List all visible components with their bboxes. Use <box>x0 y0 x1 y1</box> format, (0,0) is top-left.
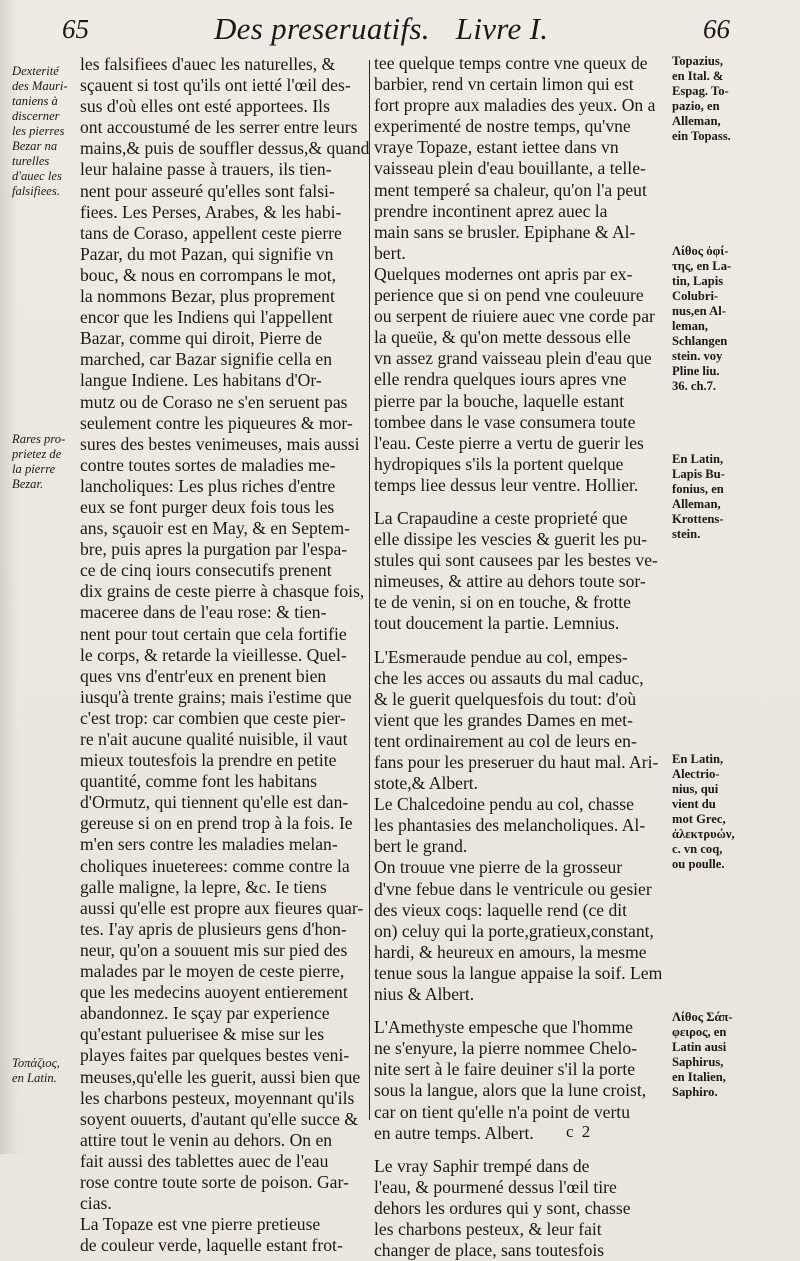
text-line: elle dissipe les vescies & guerit les pu- <box>374 529 648 550</box>
margin-note <box>672 452 725 542</box>
text-line: bouc, & nous en corrompans le mot, <box>80 264 337 285</box>
margin-note-line: en Latin. <box>12 1071 57 1085</box>
text-line: playes faites par quelques bestes veni- <box>80 1045 350 1066</box>
text-line <box>374 635 670 647</box>
text-line: ne s'enyure, la pierre nommee Chelo- <box>374 1038 638 1059</box>
text-line: La Crapaudine a ceste proprieté que <box>374 507 628 528</box>
margin-note-line: της, en La- <box>672 259 732 273</box>
text-line: on) celuy qui la porte,gratieux,constant, <box>374 920 654 941</box>
text-line: fiees. Les Perses, Arabes, & les habi- <box>80 201 342 222</box>
text-line: te de venin, si on en touche, & frotte <box>374 592 631 613</box>
text-line: cias. <box>80 1193 112 1214</box>
margin-note <box>672 244 731 394</box>
text-line: l'eau, & pourmené dessus l'œil tire <box>374 1176 617 1197</box>
text-line: barbier, rend vn certain limon qui est <box>374 74 634 95</box>
margin-note-line: Bezar. <box>12 477 44 491</box>
margin-note-line: en Italien, <box>672 1070 726 1084</box>
margin-note-line: Rares pro- <box>12 432 66 446</box>
text-line: de couleur verde, laquelle estant frot- <box>80 1235 343 1256</box>
margin-note <box>672 752 735 872</box>
margin-note <box>672 54 731 144</box>
text-line: tent ordinairement au col de leurs en- <box>374 730 637 751</box>
margin-note-line: mot Grec, <box>672 812 726 826</box>
text-line: tombee dans le vase consumera toute <box>374 411 636 432</box>
text-line: contre toutes sortes de maladies me- <box>80 454 336 475</box>
margin-note-line: c. vn coq, <box>672 842 723 856</box>
text-line: c'est trop: car combien que ceste pier- <box>80 707 346 728</box>
text-line: fait aussi des tablettes auec de l'eau <box>80 1150 329 1171</box>
text-line: les charbons pesteux, & leur fait <box>374 1218 602 1239</box>
margin-note-line: pazio, en <box>672 99 720 113</box>
margin-note-line: ein Topass. <box>672 129 731 143</box>
margin-note-line: Topazius, <box>672 54 723 68</box>
margin-note-line: Krottens- <box>672 512 724 526</box>
text-line: elle rendra quelques iours apres vne <box>374 369 627 390</box>
text-line: sures des bestes venimeuses, mais aussi <box>80 433 360 454</box>
page-header <box>0 6 800 50</box>
margin-note-line: des Mauri- <box>12 79 68 93</box>
text-line: bert. <box>374 242 406 263</box>
right-page-number: 66 <box>703 14 730 44</box>
text-line: car on tient qu'elle n'a point de vertu <box>374 1101 630 1122</box>
text-line: mutz ou de Coraso ne s'en seruent pas <box>80 391 348 412</box>
margin-note-line: vient du <box>672 797 716 811</box>
text-line: sous la langue, alors que la lune croist, <box>374 1080 647 1101</box>
text-line: prendre incontinent aprez auec la <box>374 200 608 221</box>
left-text-column <box>80 54 370 1256</box>
column-divider <box>369 60 370 1120</box>
margin-note-line: turelles <box>12 154 50 168</box>
running-title-text: Des preseruatifs. <box>214 11 430 46</box>
text-line: Bazar, comme qui diroit, Pierre de <box>80 328 323 349</box>
text-line <box>374 1005 670 1017</box>
text-line: tans de Coraso, appellent ceste pierre <box>80 222 342 243</box>
text-line: tes. I'ay apris de plusieurs gens d'hon- <box>80 918 347 939</box>
margin-note <box>672 1010 733 1100</box>
signature-mark: c 2 <box>566 1122 593 1141</box>
text-line: L'Amethyste empesche que l'homme <box>374 1017 633 1038</box>
text-line: bert le grand. <box>374 836 468 857</box>
text-line: la queüe, & qu'on mette dessous elle <box>374 327 631 348</box>
text-line: changer de place, sans toutesfois <box>374 1240 605 1261</box>
text-line: rose contre toute sorte de poison. Gar- <box>80 1171 349 1192</box>
margin-note-line: φειρος, en <box>672 1025 727 1039</box>
margin-note-line: la pierre <box>12 462 56 476</box>
margin-note-line: ou poulle. <box>672 857 725 871</box>
text-line: marched, car Bazar signifie cella en <box>80 349 333 370</box>
text-line: dehors les ordures qui y sont, chasse <box>374 1197 631 1218</box>
text-line: fort propre aux maladies des yeux. On a <box>374 95 656 116</box>
text-line: le corps, & retarde la vieillesse. Quel- <box>80 644 347 665</box>
text-line: gereuse si on en prend trop à la fois. Ie <box>80 813 353 834</box>
text-line: Le vray Saphir trempé dans de <box>374 1155 590 1176</box>
running-title-book: Livre I. <box>455 11 549 46</box>
text-line: seulement contre les piqueures & mor- <box>80 412 353 433</box>
text-line: tout doucement la partie. Lemnius. <box>374 613 620 634</box>
margin-note-line: En Latin, <box>672 452 724 466</box>
text-line: iusqu'à trente grains; mais i'estime que <box>80 686 352 707</box>
text-line: nite sert à le faire deuiner s'il la porte <box>374 1059 636 1080</box>
margin-note-line: Schlangen <box>672 334 728 348</box>
margin-note-line: Espag. To- <box>672 84 729 98</box>
text-line: d'vne febue dans le ventricule ou gesier <box>374 878 652 899</box>
text-line: attire tout le venin au dehors. On en <box>80 1129 333 1150</box>
margin-note-line: Saphiro. <box>672 1085 718 1099</box>
text-line: d'Ormutz, qui tiennent qu'elle est dan- <box>80 792 349 813</box>
margin-note-line: Lapis Bu- <box>672 467 725 481</box>
margin-note <box>12 1056 60 1086</box>
margin-note-line: nus,en Al- <box>672 304 726 318</box>
text-line: ont accoustumé de les serrer entre leurs <box>80 117 358 138</box>
margin-note-line: en Ital. & <box>672 69 724 83</box>
margin-note-line: Alleman, <box>672 114 721 128</box>
margin-note-line: ἀλεκτρυών, <box>672 827 735 841</box>
text-line: Pazar, du mot Pazan, qui signifie vn <box>80 243 334 264</box>
text-line: que les medecins auoyent entierement <box>80 982 348 1003</box>
margin-note-line: Alectrio- <box>672 767 720 781</box>
text-line: temps liee dessus leur ventre. Hollier. <box>374 474 639 495</box>
text-line: vn assez grand vaisseau plein d'eau que <box>374 348 652 369</box>
text-line: langue Indiene. Les habitans d'Or- <box>80 370 322 391</box>
margin-note-line: nius, qui <box>672 782 719 796</box>
text-line: les falsifiees d'auec les naturelles, & <box>80 54 336 74</box>
text-line: hardi, & heureux en amours, la mesme <box>374 941 647 962</box>
text-line: nent pour asseuré qu'elles sont falsi- <box>80 180 335 201</box>
margin-note-line: Λίθος ὀφί- <box>672 244 729 258</box>
text-line: quantité, comme font les habitans <box>80 771 317 792</box>
text-line: la nommons Bezar, plus proprement <box>80 286 335 307</box>
text-line: mieux toutesfois la prendre en petite <box>80 750 337 771</box>
margin-note-line: Λίθος Σάπ- <box>672 1010 733 1024</box>
text-line: lancholiques: Les plus riches d'entre <box>80 475 336 496</box>
text-line: dix grains de ceste pierre à chasque fois, <box>80 581 365 602</box>
text-line: leur halaine passe à trauers, ils tien- <box>80 159 332 180</box>
margin-note-line: Bezar na <box>12 139 58 153</box>
text-line: pierre par la bouche, laquelle estant <box>374 390 625 411</box>
text-line: des vieux coqs: laquelle rend (ce dit <box>374 899 628 920</box>
text-line: tee quelque temps contre vne queux de <box>374 53 648 73</box>
text-line: mains,& puis de souffler dessus,& quand <box>80 138 370 159</box>
text-line: les phantasies des melancholiques. Al- <box>374 815 646 836</box>
margin-note-line: Colubri- <box>672 289 719 303</box>
text-line: On trouue vne pierre de la grosseur <box>374 857 623 878</box>
text-line: ans, sçauoir est en May, & en Septem- <box>80 518 351 539</box>
text-line: main sans se brusler. Epiphane & Al- <box>374 221 636 242</box>
text-line: maceree dans de l'eau rose: & tien- <box>80 602 327 623</box>
text-line: soyent ouuerts, d'autant qu'elle succe & <box>80 1108 358 1129</box>
text-line: L'Esmeraude pendue au col, empes- <box>374 646 628 667</box>
right-text-column <box>374 53 670 1261</box>
text-line: l'eau. Ceste pierre a vertu de guerir les <box>374 432 644 453</box>
text-line: qu'estant puluerisee & mise sur les <box>80 1024 325 1045</box>
margin-note <box>12 64 68 199</box>
margin-note-line: stein. voy <box>672 349 723 363</box>
text-line: nent pour tout certain que cela fortifie <box>80 623 347 644</box>
margin-note-line: 36. ch.7. <box>672 379 717 393</box>
text-line: stote,& Albert. <box>374 773 479 794</box>
text-line: sus d'où elles ont esté apportees. Ils <box>80 96 330 117</box>
text-line: & le guerit quelquesfois du tout: d'où <box>374 688 637 709</box>
margin-note-line: Τοπάζιος, <box>12 1056 60 1070</box>
text-line: Le Chalcedoine pendu au col, chasse <box>374 794 634 815</box>
text-line <box>374 496 670 508</box>
margin-note-line: Latin ausi <box>672 1040 727 1054</box>
text-line: ce de cinq iours consecutifs prenent <box>80 560 332 581</box>
text-line: sçauent si tost qu'ils ont ietté l'œil des- <box>80 75 351 96</box>
text-line: stules qui sont causees par les bestes ve- <box>374 550 658 571</box>
text-line: fans pour les preseruer du haut mal. Ari- <box>374 752 659 772</box>
text-line: abandonnez. Ie sçay par experience <box>80 1003 330 1024</box>
text-line: malades par le moyen de ceste pierre, <box>80 961 345 982</box>
margin-note-line: Pline liu. <box>672 364 720 378</box>
text-line: les charbons pesteux, moyennant qu'ils <box>80 1087 355 1108</box>
text-line: che les acces ou assauts du mal caduc, <box>374 667 644 688</box>
margin-note-line: Dexterité <box>12 64 59 78</box>
text-line: en autre temps. Albert. <box>374 1122 534 1143</box>
text-line: vient que les grandes Dames en met- <box>374 709 633 730</box>
text-line: perience que si on pend vne couleuure <box>374 285 644 306</box>
margin-note-line: fonius, en <box>672 482 724 496</box>
text-line: aussi qu'elle est propre aux fieures quar- <box>80 897 364 918</box>
text-line: experimenté de nostre temps, qu'vne <box>374 116 631 137</box>
margin-note-line: les pierres <box>12 124 65 138</box>
margin-note-line: taniens à <box>12 94 58 108</box>
text-line: nimeuses, & attire au dehors toute sor- <box>374 571 646 592</box>
text-line: neur, qu'on a souuent mis sur pied des <box>80 939 348 960</box>
margin-note-line: prietez de <box>12 447 62 461</box>
text-line: galle maligne, la lepre, &c. Ie tiens <box>80 876 327 897</box>
margin-note-line: tin, Lapis <box>672 274 724 288</box>
text-line: tenue sous la langue appaise la soif. Lem <box>374 962 663 983</box>
text-line: La Topaze est vne pierre pretieuse <box>80 1214 321 1235</box>
text-line: m'en sers contre les maladies melan- <box>80 834 338 855</box>
text-line: vaisseau plein d'eau bouillante, a telle- <box>374 158 646 179</box>
margin-note-line: En Latin, <box>672 752 724 766</box>
margin-note-line: Saphirus, <box>672 1055 724 1069</box>
text-line: ou serpent de riuiere auec vne corde par <box>374 306 655 327</box>
text-line: ment temperé sa chaleur, qu'on l'a peut <box>374 179 647 200</box>
text-line: Quelques modernes ont apris par ex- <box>374 263 633 284</box>
margin-note-line: leman, <box>672 319 709 333</box>
running-title <box>214 11 548 47</box>
text-line: nius & Albert. <box>374 984 475 1005</box>
text-line: bre, puis apres la purgation par l'espa- <box>80 539 348 560</box>
margin-note-line: falsifiees. <box>12 184 60 198</box>
margin-note-line: stein. <box>672 527 701 541</box>
margin-note <box>12 432 65 492</box>
text-line: hydropiques s'ils la portent quelque <box>374 453 624 474</box>
text-line: meuses,qu'elle les guerit, aussi bien que <box>80 1066 361 1087</box>
margin-note-line: Alleman, <box>672 497 721 511</box>
margin-note-line: discerner <box>12 109 60 123</box>
text-line: eux se font purger deux fois tous les <box>80 496 335 517</box>
text-line: choliques inueterees: comme contre la <box>80 855 350 876</box>
text-line: vraye Topaze, estant iettee dans vn <box>374 137 619 158</box>
text-line: ques vns d'entr'eux en prenent bien <box>80 665 327 686</box>
text-line: encor que les Indiens qui l'appellent <box>80 307 333 328</box>
text-line: re n'ait aucune qualité nuisible, il vaut <box>80 729 348 749</box>
margin-note-line: d'auec les <box>12 169 62 183</box>
left-page-number: 65 <box>62 14 89 44</box>
